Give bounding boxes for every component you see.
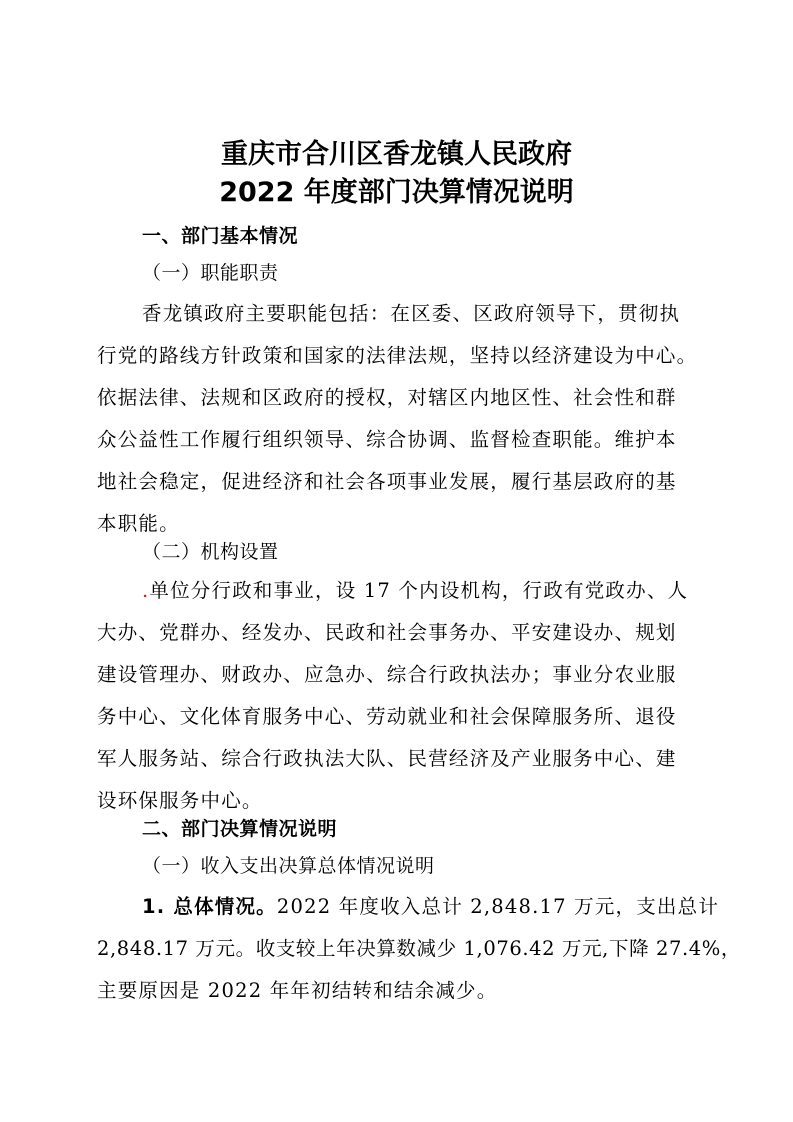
paragraph-line: 地社会稳定，促进经济和社会各项事业发展，履行基层政府的基 bbox=[97, 470, 677, 493]
section-heading-final-accounts: 二、部门决算情况说明 bbox=[142, 818, 338, 840]
paragraph-line: 香龙镇政府主要职能包括：在区委、区政府领导下，贯彻执 bbox=[142, 302, 681, 325]
document-title-line2: 2022 年度部门决算情况说明 bbox=[219, 177, 574, 208]
paragraph-line-text: 2022 年度收入总计 2,848.17 万元，支出总计 bbox=[276, 895, 720, 918]
document-title-line1: 重庆市合川区香龙镇人民政府 bbox=[221, 139, 572, 170]
paragraph-line: 2,848.17 万元。收支较上年决算数减少 1,076.42 万元,下降 27.4%， bbox=[97, 937, 742, 960]
subheading-overall-income-expense: （一）收入支出决算总体情况说明 bbox=[142, 855, 435, 877]
paragraph-line: 建设管理办、财政办、应急办、综合行政执法办；事业分农业服 bbox=[97, 663, 677, 686]
paragraph-line: 本职能。 bbox=[97, 512, 180, 535]
paragraph-line: 务中心、文化体育服务中心、劳动就业和社会保障服务所、退役 bbox=[97, 705, 677, 728]
paragraph-line: 依据法律、法规和区政府的授权，对辖区内地区性、社会性和群 bbox=[97, 386, 677, 409]
section-heading-basic-info: 一、部门基本情况 bbox=[142, 225, 299, 247]
paragraph-line: 行党的路线方针政策和国家的法律法规，坚持以经济建设为中心。 bbox=[97, 344, 698, 367]
overall-lead: 1. 总体情况。 bbox=[142, 895, 277, 918]
paragraph-line: 大办、党群办、经发办、民政和社会事务办、平安建设办、规划 bbox=[97, 621, 677, 644]
subheading-functions: （一）职能职责 bbox=[142, 262, 279, 284]
paragraph-line: 军人服务站、综合行政执法大队、民营经济及产业服务中心、建 bbox=[97, 747, 677, 770]
subheading-organization: （二）机构设置 bbox=[142, 541, 279, 563]
paragraph-line: 主要原因是 2022 年年初结转和结余减少。 bbox=[97, 979, 498, 1002]
paragraph-line bbox=[142, 893, 719, 921]
paragraph-line: 众公益性工作履行组织领导、综合协调、监督检查职能。维护本 bbox=[97, 428, 677, 451]
red-mark: . bbox=[142, 579, 150, 602]
paragraph-line bbox=[142, 577, 688, 605]
paragraph-line: 设环保服务中心。 bbox=[97, 789, 263, 812]
paragraph-line-text: 单位分行政和事业，设 17 个内设机构，行政有党政办、人 bbox=[149, 579, 689, 602]
